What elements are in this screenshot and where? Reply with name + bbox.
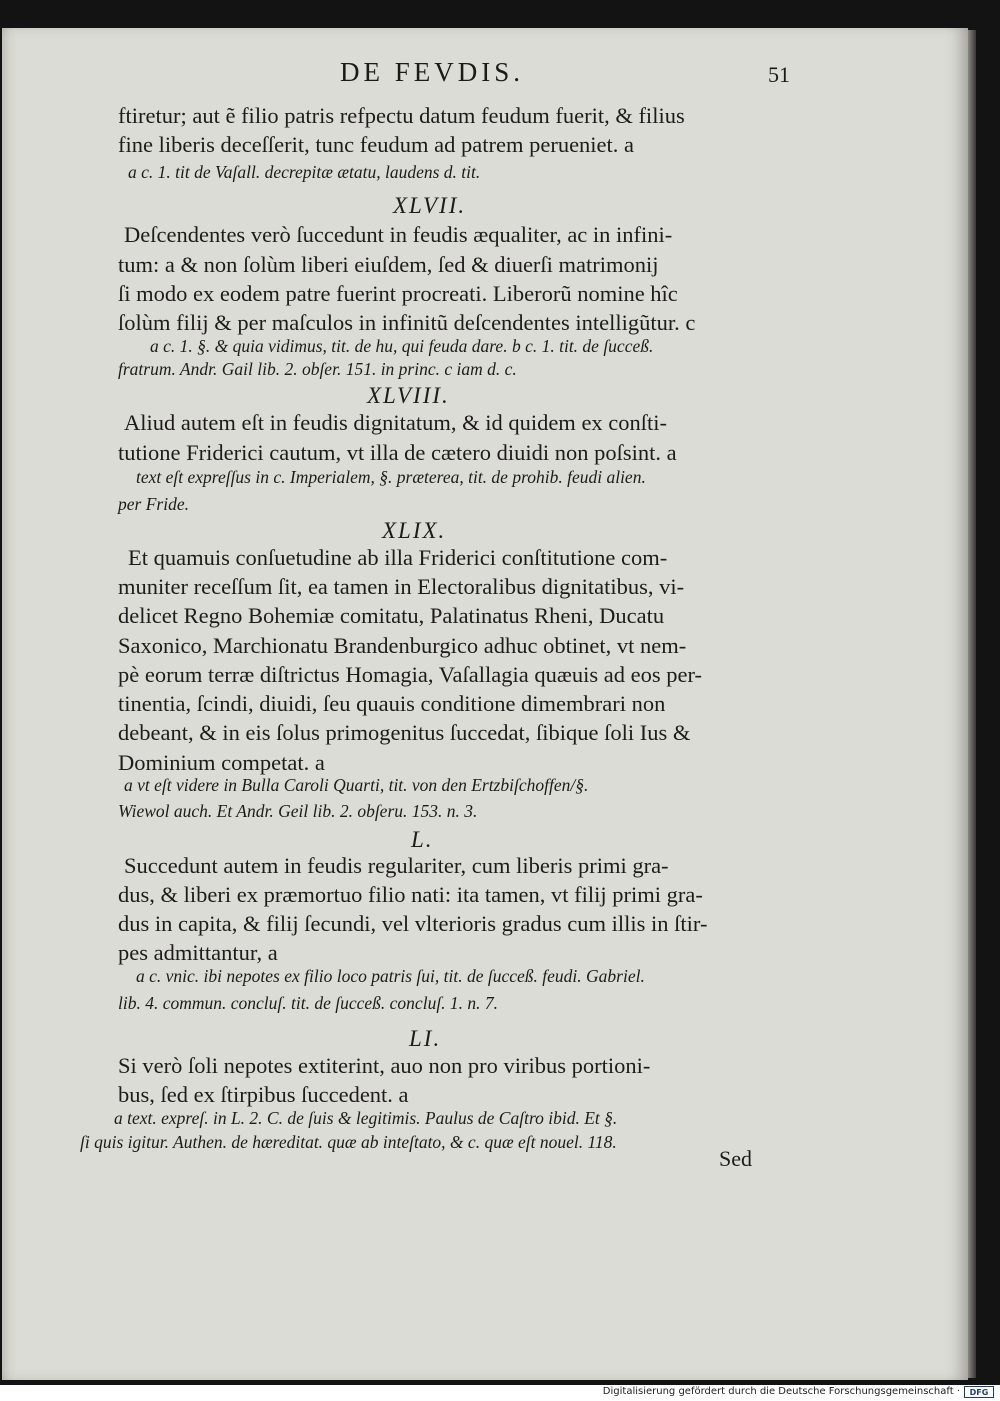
body-text-line: tinentia, ſcindi, diuidi, ſeu quauis conditione dimembrari non [118,691,666,716]
dfg-logo: DFG [964,1386,994,1398]
section-heading: XLIX. [382,518,447,543]
section-heading: L. [411,827,434,852]
body-text-line: muniter receſſum ſit, ea tamen in Electoralibus dignitatibus, vi- [118,574,685,599]
section-heading: XLVII. [393,193,467,218]
footnote-line: a c. 1. §. & quia vidimus, tit. de hu, qui feuda dare. b c. 1. tit. de ſucceß. [150,336,654,356]
section-heading: LI. [409,1026,442,1051]
footnote-line: lib. 4. commun. concluſ. tit. de ſucceß. concluſ. 1. n. 7. [118,993,499,1013]
catchword: Sed [719,1146,752,1171]
body-text-line: bus, ſed ex ſtirpibus ſuccedent. a [118,1082,409,1107]
footnote-line: fratrum. Andr. Gail lib. 2. obſer. 151. in princ. c iam d. c. [118,359,517,379]
body-text-line: ſi modo ex eodem patre fuerint procreati. Liberorũ nomine hîc [118,281,678,306]
footer-credit: Digitalisierung gefördert durch die Deutsche Forschungsgemeinschaft · [602,1386,960,1397]
page-edge-shadow [968,30,976,1378]
body-text-line: tum: a & non ſolùm liberi eiuſdem, ſed & diuerſi matrimonij [118,252,659,277]
body-text-line: Dominium competat. a [118,750,325,775]
footnote-line: a c. 1. tit de Vaſall. decrepitæ ætatu, laudens d. tit. [128,162,481,182]
body-text-line: Deſcendentes verò ſuccedunt in feudis æqualiter, ac in infini- [124,222,673,247]
body-text-line: Succedunt autem in feudis regulariter, cum liberis primi gra- [124,853,669,878]
body-text-line: Et quamuis conſuetudine ab illa Friderici conſtitutione com- [128,545,668,570]
body-text-line: dus, & liberi ex præmortuo filio nati: ita tamen, vt filij primi gra- [118,882,703,907]
footnote-line: a vt eſt videre in Bulla Caroli Quarti, tit. von den Ertzbiſchoffen/§. [124,775,589,795]
body-text-line: ftiretur; aut ẽ filio patris refpectu datum feudum fuerit, & filius [118,103,685,128]
page-number: 51 [768,62,790,87]
body-text-line: Aliud autem eſt in feudis dignitatum, & id quidem ex conſti- [124,410,668,435]
footnote-line: text eſt expreſſus in c. Imperialem, §. præterea, tit. de prohib. feudi alien. [136,467,646,487]
footnote-line: per Fride. [118,494,189,514]
body-text-line: tutione Friderici cautum, vt illa de cætero diuidi non poſsint. a [118,440,677,465]
body-text-line: debeant, & in eis ſolus primogenitus ſuccedat, ſibique ſoli Ius & [118,720,691,745]
footnote-line: a text. expreſ. in L. 2. C. de ſuis & legitimis. Paulus de Caſtro ibid. Et §. [114,1108,618,1128]
body-text-line: Saxonico, Marchionatu Brandenburgico adhuc obtinet, vt nem- [118,633,687,658]
body-text-line: Si verò ſoli nepotes extiterint, auo non pro viribus portioni- [118,1053,651,1078]
body-text-line: delicet Regno Bohemiæ comitatu, Palatinatus Rheni, Ducatu [118,603,665,628]
body-text-line: fine liberis deceſſerit, tunc feudum ad patrem perueniet. a [118,132,635,157]
section-heading: XLVIII. [367,383,450,408]
footnote-line: ſi quis igitur. Authen. de hæreditat. quæ ab inteſtato, & c. quæ eſt nouel. 118. [80,1132,617,1152]
body-text-line: ſolùm filij & per maſculos in infinitũ deſcendentes intelligũtur. c [118,310,696,335]
footnote-line: a c. vnic. ibi nepotes ex filio loco patris ſui, tit. de ſucceß. feudi. Gabriel. [136,966,645,986]
body-text-line: pes admittantur, a [118,940,278,965]
body-text-line: pè eorum terræ diſtrictus Homagia, Vaſallagia quæuis ad eos per- [118,662,702,687]
body-text-line: dus in capita, & filij ſecundi, vel vlterioris gradus cum illis in ſtir- [118,911,708,936]
running-title: DE FEVDIS. [340,57,525,87]
footnote-line: Wiewol auch. Et Andr. Geil lib. 2. obſeru. 153. n. 3. [118,801,478,821]
